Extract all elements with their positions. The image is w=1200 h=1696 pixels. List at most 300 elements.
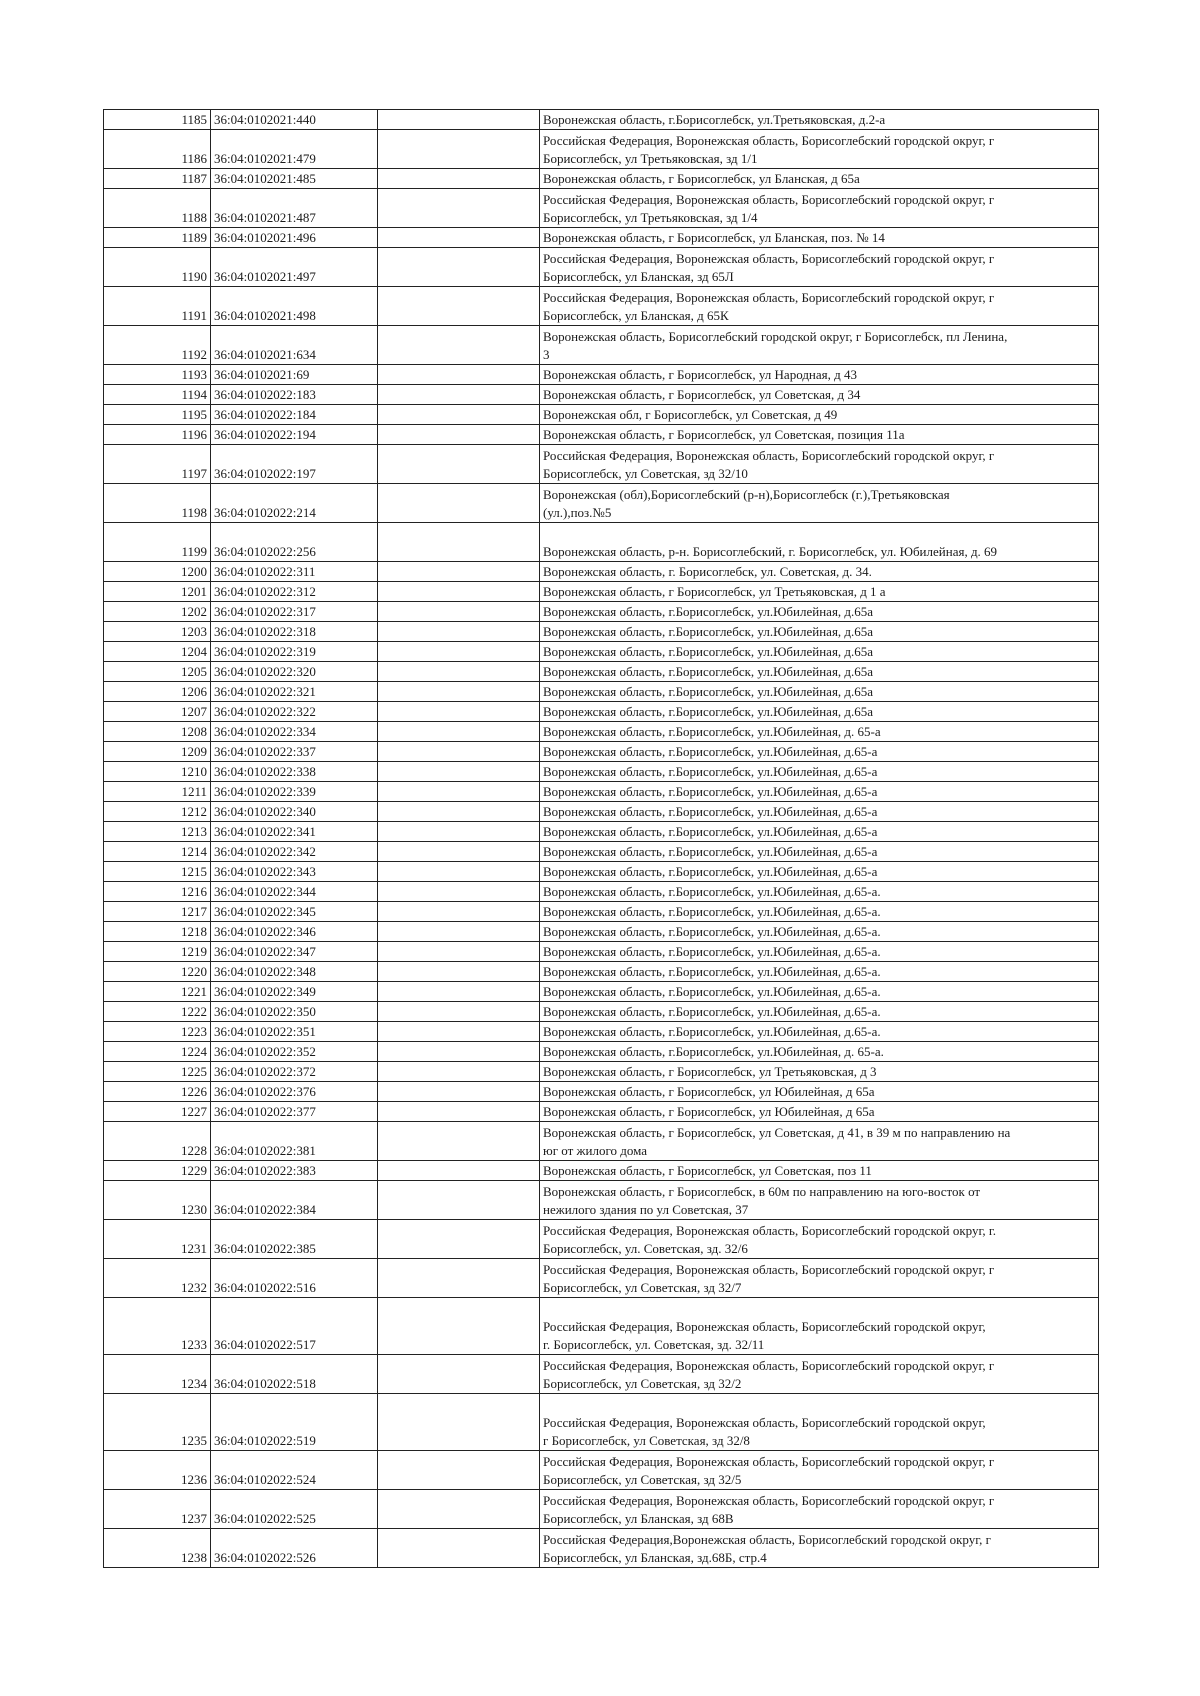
row-number: 1237 xyxy=(104,1490,211,1529)
address-cell xyxy=(540,982,1099,1002)
cadastral-number: 36:04:0102022:525 xyxy=(211,1490,378,1529)
address-line: Российская Федерация, Воронежская область, Борисоглебский городской округ, г xyxy=(543,133,995,148)
address-line: Воронежская область, г.Борисоглебск, ул.Юбилейная, д. 65-а xyxy=(543,724,881,739)
row-number: 1234 xyxy=(104,1355,211,1394)
address-cell xyxy=(540,902,1099,922)
empty-cell xyxy=(378,982,540,1002)
address-cell xyxy=(540,385,1099,405)
table-row xyxy=(104,682,1099,702)
row-number: 1228 xyxy=(104,1122,211,1161)
empty-cell xyxy=(378,110,540,130)
row-number: 1213 xyxy=(104,822,211,842)
table-row xyxy=(104,1259,1099,1298)
empty-cell xyxy=(378,1022,540,1042)
cadastral-number: 36:04:0102022:312 xyxy=(211,582,378,602)
table-row xyxy=(104,1122,1099,1161)
row-number: 1216 xyxy=(104,882,211,902)
address-cell xyxy=(540,662,1099,682)
cadastral-number: 36:04:0102022:524 xyxy=(211,1451,378,1490)
table-row xyxy=(104,1451,1099,1490)
cadastral-number: 36:04:0102022:384 xyxy=(211,1181,378,1220)
address-line: Воронежская область, г.Борисоглебск, ул.Юбилейная, д.65а xyxy=(543,704,874,719)
cadastral-number: 36:04:0102022:338 xyxy=(211,762,378,782)
address-line: Российская Федерация, Воронежская область, Борисоглебский городской округ, г. xyxy=(543,1223,996,1238)
address-line: г Борисоглебск, ул Советская, зд 32/8 xyxy=(543,1433,750,1448)
address-line: Воронежская область, г Борисоглебск, ул Советская, д 41, в 39 м по направлению на xyxy=(543,1125,1011,1140)
address-line: Воронежская область, г.Борисоглебск, ул.Юбилейная, д.65а xyxy=(543,604,874,619)
address-cell xyxy=(540,365,1099,385)
table-row xyxy=(104,782,1099,802)
table-row xyxy=(104,523,1099,562)
cadastral-number: 36:04:0102022:347 xyxy=(211,942,378,962)
address-line: Борисоглебск, ул Советская, зд 32/2 xyxy=(543,1376,742,1391)
empty-cell xyxy=(378,1259,540,1298)
address-cell xyxy=(540,802,1099,822)
cadastral-number: 36:04:0102022:351 xyxy=(211,1022,378,1042)
address-cell xyxy=(540,1022,1099,1042)
empty-cell xyxy=(378,962,540,982)
row-number: 1209 xyxy=(104,742,211,762)
empty-cell xyxy=(378,922,540,942)
cadastral-number: 36:04:0102021:634 xyxy=(211,326,378,365)
table-row xyxy=(104,662,1099,682)
address-cell xyxy=(540,742,1099,762)
row-number: 1210 xyxy=(104,762,211,782)
address-line: Российская Федерация,Воронежская область, Борисоглебский городской округ, г xyxy=(543,1532,991,1547)
empty-cell xyxy=(378,1082,540,1102)
address-line: Российская Федерация, Воронежская область, Борисоглебский городской округ, xyxy=(543,1415,986,1430)
address-line: Российская Федерация, Воронежская область, Борисоглебский городской округ, г xyxy=(543,1493,995,1508)
address-line: Воронежская область, г.Борисоглебск, ул.Юбилейная, д.65-а xyxy=(543,744,878,759)
cadastral-number: 36:04:0102022:339 xyxy=(211,782,378,802)
address-cell xyxy=(540,702,1099,722)
address-cell xyxy=(540,189,1099,228)
address-line: Воронежская область, г.Борисоглебск, ул.Юбилейная, д.65-а. xyxy=(543,944,881,959)
address-line: г. Борисоглебск, ул. Советская, зд. 32/11 xyxy=(543,1337,765,1352)
row-number: 1205 xyxy=(104,662,211,682)
address-line: Борисоглебск, ул Советская, зд 32/10 xyxy=(543,466,748,481)
cadastral-number: 36:04:0102022:340 xyxy=(211,802,378,822)
address-line: Воронежская область, г.Борисоглебск, ул.Юбилейная, д.65-а xyxy=(543,844,878,859)
row-number: 1202 xyxy=(104,602,211,622)
table-row xyxy=(104,1394,1099,1451)
table-row xyxy=(104,922,1099,942)
empty-cell xyxy=(378,1490,540,1529)
empty-cell xyxy=(378,1181,540,1220)
cadastral-number: 36:04:0102022:517 xyxy=(211,1298,378,1355)
table-row xyxy=(104,722,1099,742)
table-row xyxy=(104,1220,1099,1259)
cadastral-number: 36:04:0102022:518 xyxy=(211,1355,378,1394)
row-number: 1218 xyxy=(104,922,211,942)
table-row xyxy=(104,982,1099,1002)
address-cell xyxy=(540,405,1099,425)
empty-cell xyxy=(378,782,540,802)
empty-cell xyxy=(378,562,540,582)
cadastral-number: 36:04:0102022:320 xyxy=(211,662,378,682)
cadastral-number: 36:04:0102022:345 xyxy=(211,902,378,922)
row-number: 1236 xyxy=(104,1451,211,1490)
address-cell xyxy=(540,562,1099,582)
address-cell xyxy=(540,822,1099,842)
empty-cell xyxy=(378,425,540,445)
row-number: 1201 xyxy=(104,582,211,602)
address-cell xyxy=(540,1161,1099,1181)
row-number: 1219 xyxy=(104,942,211,962)
address-cell xyxy=(540,1042,1099,1062)
cadastral-number: 36:04:0102022:194 xyxy=(211,425,378,445)
table-row xyxy=(104,562,1099,582)
empty-cell xyxy=(378,622,540,642)
table-row xyxy=(104,1490,1099,1529)
empty-cell xyxy=(378,1062,540,1082)
address-line: Воронежская область, г.Борисоглебск, ул.Третьяковская, д.2-а xyxy=(543,112,886,127)
address-line: Борисоглебск, ул Третьяковская, зд 1/1 xyxy=(543,151,758,166)
address-line: Российская Федерация, Воронежская область, Борисоглебский городской округ, г xyxy=(543,1262,995,1277)
address-line: Борисоглебск, ул Бланская, зд 68В xyxy=(543,1511,734,1526)
row-number: 1208 xyxy=(104,722,211,742)
empty-cell xyxy=(378,742,540,762)
row-number: 1211 xyxy=(104,782,211,802)
address-cell xyxy=(540,169,1099,189)
address-cell xyxy=(540,682,1099,702)
row-number: 1197 xyxy=(104,445,211,484)
empty-cell xyxy=(378,405,540,425)
row-number: 1223 xyxy=(104,1022,211,1042)
cadastral-number: 36:04:0102022:519 xyxy=(211,1394,378,1451)
address-cell xyxy=(540,1082,1099,1102)
address-line: Воронежская область, г Борисоглебск, ул Народная, д 43 xyxy=(543,367,857,382)
empty-cell xyxy=(378,523,540,562)
address-cell xyxy=(540,962,1099,982)
row-number: 1186 xyxy=(104,130,211,169)
empty-cell xyxy=(378,385,540,405)
address-cell xyxy=(540,523,1099,562)
empty-cell xyxy=(378,1102,540,1122)
row-number: 1229 xyxy=(104,1161,211,1181)
row-number: 1212 xyxy=(104,802,211,822)
cadastral-number: 36:04:0102022:311 xyxy=(211,562,378,582)
row-number: 1194 xyxy=(104,385,211,405)
row-number: 1199 xyxy=(104,523,211,562)
table-row xyxy=(104,385,1099,405)
address-cell xyxy=(540,1220,1099,1259)
cadastral-number: 36:04:0102021:479 xyxy=(211,130,378,169)
row-number: 1193 xyxy=(104,365,211,385)
row-number: 1230 xyxy=(104,1181,211,1220)
empty-cell xyxy=(378,326,540,365)
table-row xyxy=(104,802,1099,822)
address-line: Борисоглебск, ул Советская, зд 32/5 xyxy=(543,1472,742,1487)
address-line: Воронежская область, г.Борисоглебск, ул.Юбилейная, д.65-а xyxy=(543,804,878,819)
row-number: 1232 xyxy=(104,1259,211,1298)
address-cell xyxy=(540,1451,1099,1490)
cadastral-number: 36:04:0102022:344 xyxy=(211,882,378,902)
table-row xyxy=(104,1181,1099,1220)
empty-cell xyxy=(378,1042,540,1062)
row-number: 1226 xyxy=(104,1082,211,1102)
address-line: Российская Федерация, Воронежская область, Борисоглебский городской округ, xyxy=(543,1319,986,1334)
empty-cell xyxy=(378,130,540,169)
empty-cell xyxy=(378,902,540,922)
table-row xyxy=(104,1102,1099,1122)
address-cell xyxy=(540,1102,1099,1122)
address-line: Воронежская область, г.Борисоглебск, ул.Юбилейная, д.65-а. xyxy=(543,924,881,939)
row-number: 1222 xyxy=(104,1002,211,1022)
table-row xyxy=(104,445,1099,484)
table-row xyxy=(104,130,1099,169)
address-line: Российская Федерация, Воронежская область, Борисоглебский городской округ, г xyxy=(543,192,995,207)
address-line: Воронежская область, г.Борисоглебск, ул.Юбилейная, д.65-а xyxy=(543,864,878,879)
table-row xyxy=(104,902,1099,922)
row-number: 1185 xyxy=(104,110,211,130)
address-cell xyxy=(540,130,1099,169)
empty-cell xyxy=(378,802,540,822)
row-number: 1220 xyxy=(104,962,211,982)
table-row xyxy=(104,1022,1099,1042)
empty-cell xyxy=(378,169,540,189)
row-number: 1200 xyxy=(104,562,211,582)
address-line: Воронежская область, г Борисоглебск, ул Третьяковская, д 3 xyxy=(543,1064,877,1079)
address-line: Воронежская область, г.Борисоглебск, ул.Юбилейная, д.65-а xyxy=(543,824,878,839)
cadastral-number: 36:04:0102022:319 xyxy=(211,642,378,662)
row-number: 1215 xyxy=(104,862,211,882)
address-cell xyxy=(540,1002,1099,1022)
address-line: Борисоглебск, ул Бланская, зд 65Л xyxy=(543,269,734,284)
address-line: Воронежская область, г.Борисоглебск, ул.Юбилейная, д.65-а. xyxy=(543,1004,881,1019)
cadastral-number: 36:04:0102022:381 xyxy=(211,1122,378,1161)
table-row xyxy=(104,405,1099,425)
empty-cell xyxy=(378,762,540,782)
address-line: Борисоглебск, ул Бланская, зд.68Б, стр.4 xyxy=(543,1550,767,1565)
empty-cell xyxy=(378,1529,540,1568)
empty-cell xyxy=(378,1355,540,1394)
address-line: Воронежская область, г Борисоглебск, ул Бланская, поз. № 14 xyxy=(543,230,885,245)
row-number: 1206 xyxy=(104,682,211,702)
table-row xyxy=(104,642,1099,662)
row-number: 1196 xyxy=(104,425,211,445)
address-line: Воронежская область, г Борисоглебск, ул Юбилейная, д 65а xyxy=(543,1104,875,1119)
table-row xyxy=(104,1161,1099,1181)
cadastral-number: 36:04:0102022:352 xyxy=(211,1042,378,1062)
empty-cell xyxy=(378,189,540,228)
cadastral-number: 36:04:0102022:342 xyxy=(211,842,378,862)
address-line: Воронежская область, г.Борисоглебск, ул.Юбилейная, д.65а xyxy=(543,664,874,679)
row-number: 1207 xyxy=(104,702,211,722)
empty-cell xyxy=(378,862,540,882)
empty-cell xyxy=(378,1298,540,1355)
table-row xyxy=(104,962,1099,982)
table-row xyxy=(104,365,1099,385)
address-cell xyxy=(540,942,1099,962)
address-cell xyxy=(540,248,1099,287)
row-number: 1233 xyxy=(104,1298,211,1355)
address-line: Воронежская обл, г Борисоглебск, ул Советская, д 49 xyxy=(543,407,838,422)
address-cell xyxy=(540,1181,1099,1220)
row-number: 1227 xyxy=(104,1102,211,1122)
address-cell xyxy=(540,110,1099,130)
table-row xyxy=(104,842,1099,862)
table-row xyxy=(104,169,1099,189)
cadastral-number: 36:04:0102022:256 xyxy=(211,523,378,562)
cadastral-number: 36:04:0102021:485 xyxy=(211,169,378,189)
cadastral-number: 36:04:0102022:526 xyxy=(211,1529,378,1568)
cadastral-number: 36:04:0102022:317 xyxy=(211,602,378,622)
cadastral-number: 36:04:0102021:496 xyxy=(211,228,378,248)
cadastral-number: 36:04:0102022:385 xyxy=(211,1220,378,1259)
empty-cell xyxy=(378,702,540,722)
row-number: 1189 xyxy=(104,228,211,248)
table-row xyxy=(104,882,1099,902)
row-number: 1190 xyxy=(104,248,211,287)
table-row xyxy=(104,822,1099,842)
address-line: Воронежская область, г.Борисоглебск, ул.Юбилейная, д.65-а xyxy=(543,784,878,799)
address-cell xyxy=(540,722,1099,742)
cadastral-number: 36:04:0102022:383 xyxy=(211,1161,378,1181)
empty-cell xyxy=(378,682,540,702)
address-cell xyxy=(540,922,1099,942)
cadastral-number: 36:04:0102022:350 xyxy=(211,1002,378,1022)
empty-cell xyxy=(378,1161,540,1181)
empty-cell xyxy=(378,662,540,682)
address-line: Воронежская область, г Борисоглебск, ул Бланская, д 65а xyxy=(543,171,860,186)
cadastral-number: 36:04:0102022:346 xyxy=(211,922,378,942)
address-cell xyxy=(540,287,1099,326)
address-line: Воронежская область, г.Борисоглебск, ул.Юбилейная, д. 65-а. xyxy=(543,1044,884,1059)
address-line: 3 xyxy=(543,347,550,362)
address-line: Воронежская область, Борисоглебский городской округ, г Борисоглебск, пл Ленина, xyxy=(543,329,1008,344)
empty-cell xyxy=(378,882,540,902)
address-line: Воронежская область, г.Борисоглебск, ул.Юбилейная, д.65-а. xyxy=(543,884,881,899)
cadastral-number: 36:04:0102022:376 xyxy=(211,1082,378,1102)
table-row xyxy=(104,742,1099,762)
row-number: 1192 xyxy=(104,326,211,365)
cadastral-number: 36:04:0102022:337 xyxy=(211,742,378,762)
address-cell xyxy=(540,1529,1099,1568)
address-cell xyxy=(540,842,1099,862)
address-line: нежилого здания по ул Советская, 37 xyxy=(543,1202,749,1217)
address-cell xyxy=(540,1062,1099,1082)
cadastral-number: 36:04:0102021:440 xyxy=(211,110,378,130)
cadastral-number: 36:04:0102022:343 xyxy=(211,862,378,882)
cadastral-number: 36:04:0102022:348 xyxy=(211,962,378,982)
empty-cell xyxy=(378,822,540,842)
empty-cell xyxy=(378,248,540,287)
table-row xyxy=(104,228,1099,248)
table-row xyxy=(104,942,1099,962)
cadastral-number: 36:04:0102022:214 xyxy=(211,484,378,523)
address-cell xyxy=(540,326,1099,365)
empty-cell xyxy=(378,582,540,602)
empty-cell xyxy=(378,1220,540,1259)
table-row xyxy=(104,326,1099,365)
address-cell xyxy=(540,425,1099,445)
table-row xyxy=(104,425,1099,445)
address-line: Борисоглебск, ул Бланская, д 65К xyxy=(543,308,729,323)
address-line: Воронежская область, г Борисоглебск, ул Юбилейная, д 65а xyxy=(543,1084,875,1099)
address-line: Воронежская область, г Борисоглебск, ул Советская, поз 11 xyxy=(543,1163,872,1178)
empty-cell xyxy=(378,1451,540,1490)
row-number: 1214 xyxy=(104,842,211,862)
address-line: Российская Федерация, Воронежская область, Борисоглебский городской округ, г xyxy=(543,1454,995,1469)
registry-table xyxy=(103,109,1099,1568)
address-line: Воронежская область, г.Борисоглебск, ул.Юбилейная, д.65-а. xyxy=(543,984,881,999)
address-line: Воронежская область, г Борисоглебск, в 60м по направлению на юго-восток от xyxy=(543,1184,981,1199)
address-line: юг от жилого дома xyxy=(543,1143,648,1158)
cadastral-number: 36:04:0102022:377 xyxy=(211,1102,378,1122)
address-line: Воронежская область, г.Борисоглебск, ул.Юбилейная, д.65-а. xyxy=(543,1024,881,1039)
table-row xyxy=(104,862,1099,882)
empty-cell xyxy=(378,842,540,862)
table-row xyxy=(104,622,1099,642)
address-cell xyxy=(540,1122,1099,1161)
cadastral-number: 36:04:0102022:372 xyxy=(211,1062,378,1082)
row-number: 1191 xyxy=(104,287,211,326)
table-row xyxy=(104,484,1099,523)
empty-cell xyxy=(378,722,540,742)
row-number: 1224 xyxy=(104,1042,211,1062)
empty-cell xyxy=(378,1122,540,1161)
address-line: Российская Федерация, Воронежская область, Борисоглебский городской округ, г xyxy=(543,448,995,463)
table-row xyxy=(104,189,1099,228)
address-line: Воронежская область, г Борисоглебск, ул Советская, д 34 xyxy=(543,387,861,402)
row-number: 1231 xyxy=(104,1220,211,1259)
row-number: 1203 xyxy=(104,622,211,642)
address-line: Воронежская область, г.Борисоглебск, ул.Юбилейная, д.65а xyxy=(543,644,874,659)
address-line: Воронежская область, г Борисоглебск, ул Советская, позиция 11а xyxy=(543,427,905,442)
address-line: Воронежская область, г Борисоглебск, ул Третьяковская, д 1 а xyxy=(543,584,886,599)
cadastral-number: 36:04:0102022:349 xyxy=(211,982,378,1002)
empty-cell xyxy=(378,942,540,962)
table-row xyxy=(104,1002,1099,1022)
address-cell xyxy=(540,1394,1099,1451)
address-line: (ул.),поз.№5 xyxy=(543,505,612,520)
address-line: Воронежская область, г.Борисоглебск, ул.Юбилейная, д.65а xyxy=(543,624,874,639)
table-row xyxy=(104,1042,1099,1062)
row-number: 1238 xyxy=(104,1529,211,1568)
cadastral-number: 36:04:0102021:69 xyxy=(211,365,378,385)
address-cell xyxy=(540,602,1099,622)
cadastral-number: 36:04:0102022:516 xyxy=(211,1259,378,1298)
row-number: 1187 xyxy=(104,169,211,189)
table-row xyxy=(104,248,1099,287)
row-number: 1217 xyxy=(104,902,211,922)
table-row xyxy=(104,582,1099,602)
address-cell xyxy=(540,862,1099,882)
row-number: 1198 xyxy=(104,484,211,523)
table-row xyxy=(104,702,1099,722)
table-row xyxy=(104,1529,1099,1568)
table-row xyxy=(104,602,1099,622)
row-number: 1235 xyxy=(104,1394,211,1451)
address-cell xyxy=(540,1259,1099,1298)
empty-cell xyxy=(378,287,540,326)
address-cell xyxy=(540,582,1099,602)
cadastral-number: 36:04:0102022:183 xyxy=(211,385,378,405)
empty-cell xyxy=(378,1002,540,1022)
address-line: Воронежская область, г.Борисоглебск, ул.Юбилейная, д.65-а. xyxy=(543,964,881,979)
row-number: 1188 xyxy=(104,189,211,228)
empty-cell xyxy=(378,365,540,385)
address-line: Воронежская область, г.Борисоглебск, ул.Юбилейная, д.65а xyxy=(543,684,874,699)
address-line: Российская Федерация, Воронежская область, Борисоглебский городской округ, г xyxy=(543,1358,995,1373)
address-line: Российская Федерация, Воронежская область, Борисоглебский городской округ, г xyxy=(543,251,995,266)
table-row xyxy=(104,110,1099,130)
cadastral-number: 36:04:0102022:318 xyxy=(211,622,378,642)
address-cell xyxy=(540,1490,1099,1529)
address-cell xyxy=(540,762,1099,782)
address-cell xyxy=(540,228,1099,248)
